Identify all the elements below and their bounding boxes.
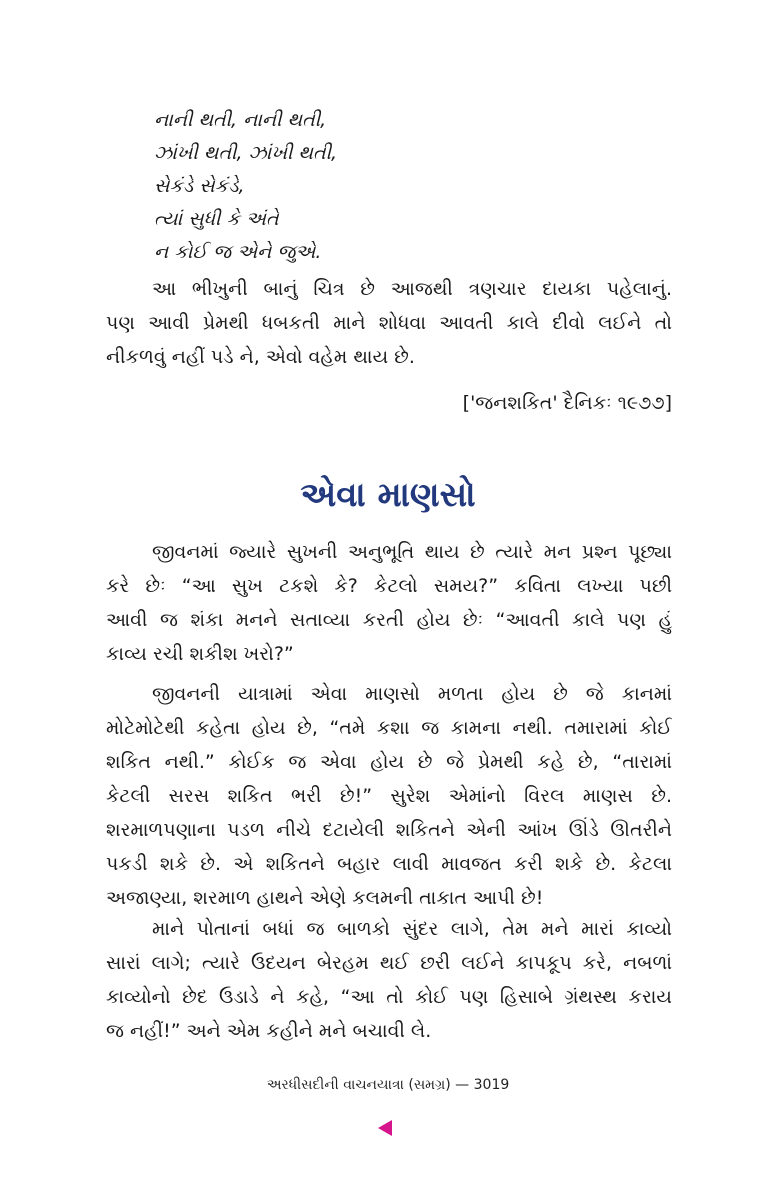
page-footer: અરધીસદીની વાચનયાત્રા (સમગ્ર) — 3019 bbox=[266, 1077, 510, 1093]
text-line: કરે છેઃ “આ સુખ ટકશે કે? કેટલો સમય?” કવિતા લખ્યા પછી bbox=[106, 575, 672, 597]
text-line: પકડી શકે છે. એ શકિતને બહાર લાવી માવજત કરી શકે છે. કેટલા bbox=[106, 853, 672, 875]
text-line: આવી જ શંકા મનને સતાવ્યા કરતી હોય છેઃ “આવતી કાલે પણ હું bbox=[106, 609, 672, 631]
text-line: શરમાળપણાના પડળ નીચે દટાયેલી શકિતને એની આંખ ઊંડે ઊતરીને bbox=[106, 819, 672, 841]
text-line: માને પોતાનાં બધાં જ બાળકો સુંદર લાગે, તેમ મને મારાં કાવ્યો bbox=[152, 918, 672, 940]
paragraph-1 bbox=[106, 535, 672, 671]
triangle-left-icon[interactable] bbox=[378, 1120, 392, 1136]
text-line: જીવનમાં જ્યારે સુખની અનુભૂતિ થાય છે ત્યારે મન પ્રશ્ન પૂછ્યા bbox=[152, 541, 672, 563]
poem-line: નાની થતી, નાની થતી, bbox=[154, 109, 327, 131]
paragraph-2 bbox=[106, 677, 672, 915]
paragraph-3 bbox=[106, 912, 672, 1048]
text-line: અજાણ્યા, શરમાળ હાથને એણે કલમની તાકાત આપી છે! bbox=[106, 887, 544, 909]
text-line: કાવ્ય રચી શકીશ ખરો?” bbox=[106, 643, 294, 665]
poem-line: ઝાંખી થતી, ઝાંખી થતી, bbox=[154, 142, 338, 164]
source-citation: ['જનશકિત' દૈનિકઃ ૧૯૭૭] bbox=[462, 392, 672, 414]
text-line: જ નહીં!” અને એમ કહીને મને બચાવી લે. bbox=[106, 1020, 432, 1042]
poem-line: સેકંડે સેકંડે, bbox=[154, 175, 245, 197]
text-line: કાવ્યોનો છેદ ઉડાડે ને કહે, “આ તો કોઈ પણ હિસાબે ગ્રંથસ્થ કરાય bbox=[106, 986, 672, 1008]
text-line: શકિત નથી.” કોઈક જ એવા હોય છે જે પ્રેમથી કહે છે, “તારામાં bbox=[106, 751, 672, 773]
section-title: એવા માણસો bbox=[300, 475, 476, 515]
text-line: કેટલી સરસ શકિત ભરી છે!” સુરેશ એમાંનો વિરલ માણસ છે. bbox=[106, 785, 672, 807]
text-line: જીવનની યાત્રામાં એવા માણસો મળતા હોય છે જે કાનમાં bbox=[152, 683, 672, 705]
poem-stanza bbox=[154, 104, 654, 269]
text-line: આ ભીખુની બાનું ચિત્ર છે આજથી ત્રણચાર દાયકા પહેલાનું. bbox=[152, 278, 672, 300]
text-line: સારાં લાગે; ત્યારે ઉદયન બેરહમ થઈ છરી લઈને કાપકૂપ કરે, નબળાં bbox=[106, 952, 672, 974]
closing-paragraph bbox=[106, 272, 672, 374]
text-line: નીકળવું નહીં પડે ને, એવો વહેમ થાય છે. bbox=[106, 346, 415, 368]
text-line: મોટેમોટેથી કહેતા હોય છે, “તમે કશા જ કામના નથી. તમારામાં કોઈ bbox=[106, 717, 672, 739]
text-line: પણ આવી પ્રેમથી ધબકતી માને શોધવા આવતી કાલે દીવો લઈને તો bbox=[106, 312, 672, 334]
poem-line: ન કોઈ જ એને જુએ. bbox=[154, 241, 322, 263]
poem-line: ત્યાં સુધી કે અંતે bbox=[154, 208, 279, 230]
